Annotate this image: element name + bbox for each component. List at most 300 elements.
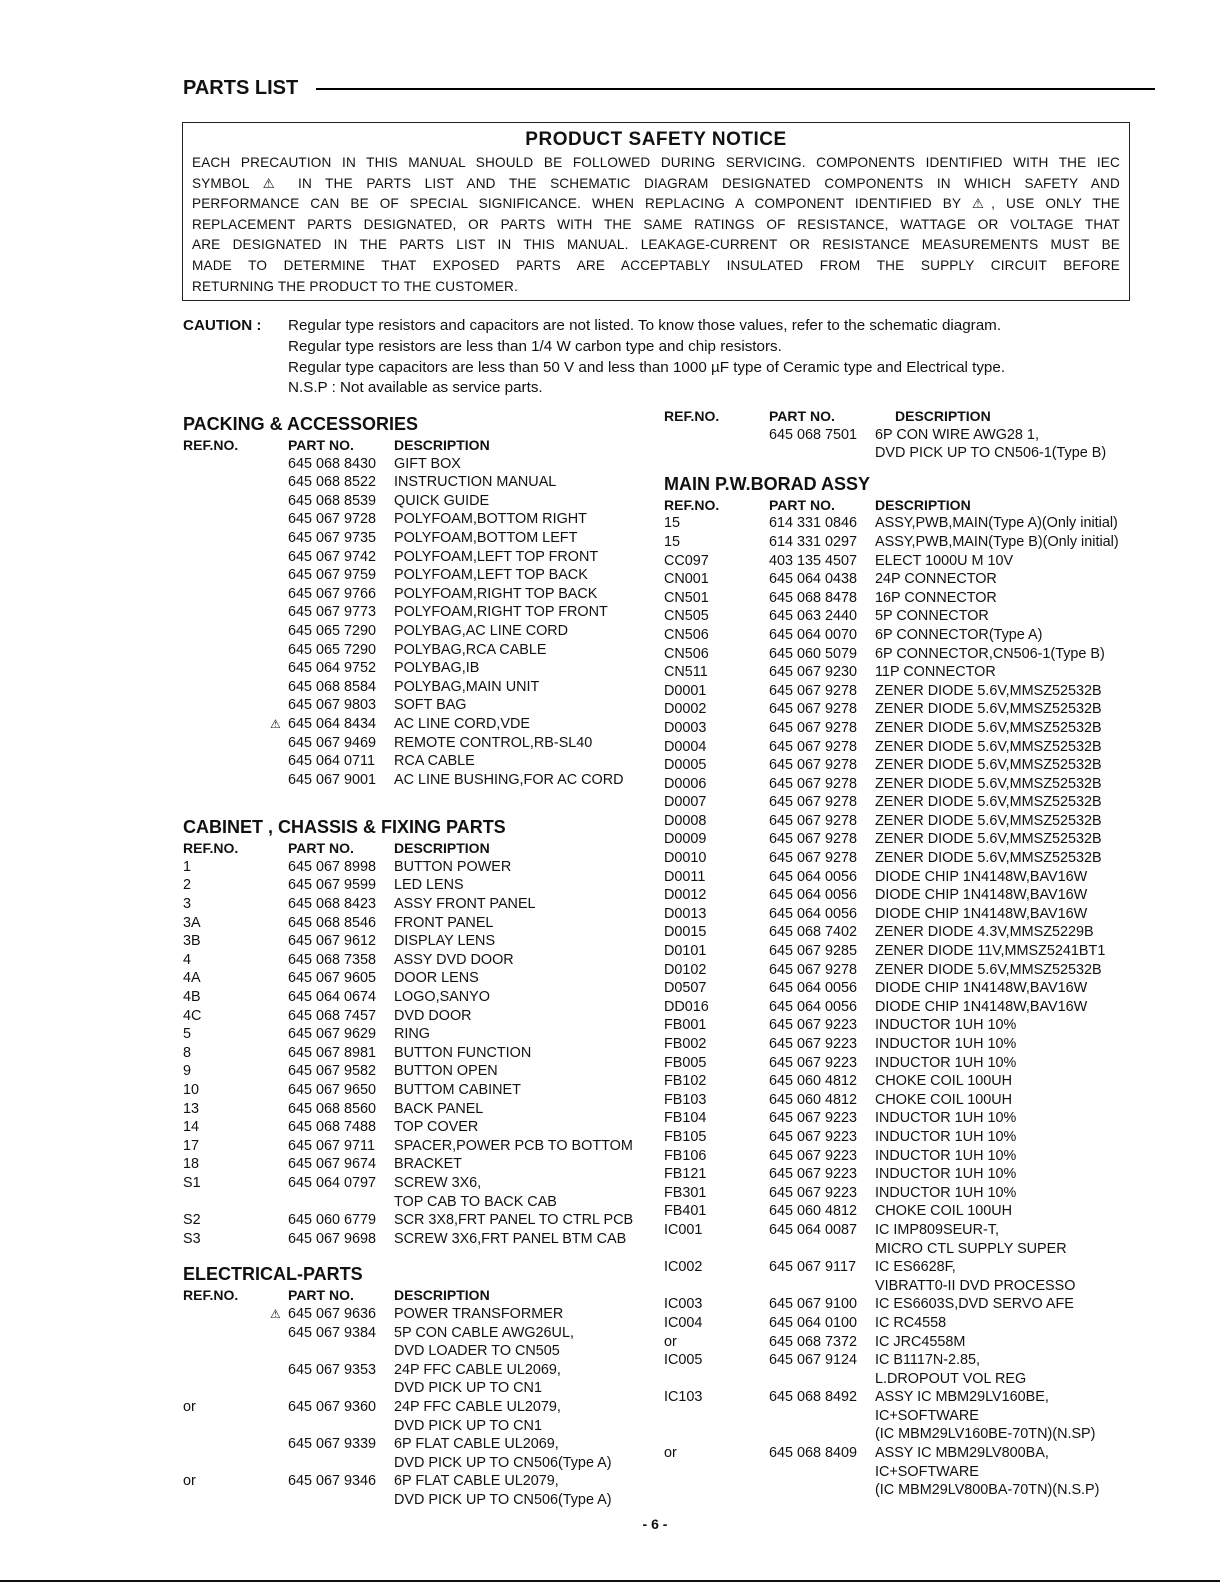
- table-row: [664, 998, 1144, 1017]
- table-row: [664, 793, 1144, 812]
- part-no-text: 645 064 0070: [769, 626, 858, 643]
- part-no: [769, 1351, 875, 1370]
- ref-no: IC002: [664, 1259, 703, 1276]
- part-no: [288, 455, 394, 474]
- table-row: [183, 951, 653, 970]
- ref-no: [183, 1435, 288, 1454]
- ref-no: IC103: [664, 1389, 703, 1406]
- part-no-text: 645 067 9278: [769, 738, 858, 755]
- part-no: [769, 1277, 875, 1296]
- notice-line: REPLACEMENT PARTS DESIGNATED, OR PARTS WITH THE SAME RATINGS OF RESISTANCE, WATTAGE OR VOLTAGE THAT: [192, 216, 1120, 232]
- table-row: [664, 1147, 1144, 1166]
- table-row: [664, 756, 1144, 775]
- part-no-text: 645 067 9698: [288, 1230, 377, 1247]
- part-no-text: 645 068 8492: [769, 1389, 858, 1406]
- part-no-text: 645 067 9100: [769, 1296, 858, 1313]
- part-no-text: 645 067 9223: [769, 1184, 858, 1201]
- description: 6P CONNECTOR,CN506-1(Type B): [875, 645, 1105, 662]
- description: ZENER DIODE 5.6V,MMSZ52532B: [875, 775, 1102, 792]
- part-no: [769, 1388, 875, 1407]
- table-row: [664, 961, 1144, 980]
- description: FRONT PANEL: [394, 914, 494, 931]
- part-no-text: 645 067 9360: [288, 1398, 377, 1415]
- description: POLYFOAM,RIGHT TOP FRONT: [394, 604, 608, 621]
- caution-line: Regular type capacitors are less than 50 V and less than 1000 µF type of Ceramic type and Electrical type.: [288, 358, 1006, 376]
- ref-no: D0013: [664, 905, 707, 922]
- part-no-text: 403 135 4507: [769, 552, 858, 569]
- description: SPACER,POWER PCB TO BOTTOM: [394, 1137, 633, 1154]
- ref-no: IC005: [664, 1352, 703, 1369]
- ref-no: IC003: [664, 1296, 703, 1313]
- description: IC ES6603S,DVD SERVO AFE: [875, 1296, 1074, 1313]
- ref-no: CN506: [664, 645, 709, 662]
- part-no: [288, 492, 394, 511]
- table-row: [183, 1118, 653, 1137]
- part-no-text: 645 060 4812: [769, 1073, 858, 1090]
- part-no-text: 645 067 9278: [769, 701, 858, 718]
- part-no: [288, 1361, 394, 1380]
- description: ZENER DIODE 5.6V,MMSZ52532B: [875, 850, 1102, 867]
- table-row: [664, 1314, 1144, 1333]
- description: 16P CONNECTOR: [875, 589, 997, 606]
- notice-line: RETURNING THE PRODUCT TO THE CUSTOMER.: [192, 278, 518, 294]
- part-no: [769, 1258, 875, 1277]
- part-no: [288, 858, 394, 877]
- ref-no: or: [664, 1445, 677, 1462]
- ref-no: D0101: [664, 943, 707, 960]
- part-no-text: 645 068 8409: [769, 1445, 858, 1462]
- ref-no: [183, 678, 288, 697]
- part-no: [769, 979, 875, 998]
- ref-no: CN505: [664, 608, 709, 625]
- ref-no: [183, 1454, 288, 1473]
- table-row: [664, 682, 1144, 701]
- part-no-text: 645 067 9346: [288, 1473, 377, 1490]
- part-no-text: 645 068 7501: [769, 426, 858, 443]
- col-desc-header: DESCRIPTION: [394, 437, 490, 453]
- part-no-text: 645 064 0087: [769, 1221, 858, 1238]
- table-row: [664, 830, 1144, 849]
- part-no: [288, 1230, 394, 1249]
- part-no-text: 645 067 9278: [769, 850, 858, 867]
- ref-no: D0005: [664, 757, 707, 774]
- ref-no: 14: [183, 1119, 200, 1136]
- part-no: [288, 752, 394, 771]
- part-no: [769, 1295, 875, 1314]
- table-row: [183, 1155, 653, 1174]
- part-no: [769, 1165, 875, 1184]
- part-no-text: 645 064 0056: [769, 868, 858, 885]
- description: POLYBAG,RCA CABLE: [394, 641, 547, 658]
- col-desc-header: DESCRIPTION: [394, 1287, 490, 1304]
- ref-no: D0006: [664, 775, 707, 792]
- description: 24P CONNECTOR: [875, 571, 997, 588]
- ref-no: 8: [183, 1044, 192, 1061]
- part-no: [288, 1044, 394, 1063]
- description: IC IMP809SEUR-T,: [875, 1221, 999, 1238]
- description: DVD LOADER TO CN505: [394, 1343, 560, 1360]
- table-row: [183, 566, 653, 585]
- table-row: [664, 1016, 1144, 1035]
- notice-line: SYMBOL ⚠ IN THE PARTS LIST AND THE SCHEMATIC DIAGRAM DESIGNATED COMPONENTS IN WHICH SAFETY AND: [192, 175, 1120, 191]
- table-row: [183, 1062, 653, 1081]
- table-row: [183, 1100, 653, 1119]
- part-no-text: 645 067 9223: [769, 1147, 858, 1164]
- table-row: [183, 492, 653, 511]
- part-no: [769, 738, 875, 757]
- col-part-header: PART NO.: [769, 496, 835, 513]
- part-no-text: 645 067 9629: [288, 1026, 377, 1043]
- description: AC LINE BUSHING,FOR AC CORD: [394, 771, 624, 788]
- part-no-text: 645 067 8981: [288, 1044, 377, 1061]
- part-no: [288, 1118, 394, 1137]
- description: BUTTON POWER: [394, 858, 512, 875]
- part-no: [288, 1081, 394, 1100]
- table-row: [183, 1211, 653, 1230]
- col-ref-header: REF.NO.: [664, 496, 720, 513]
- col-ref-header: REF.NO.: [664, 408, 720, 424]
- ref-no: [183, 622, 288, 641]
- part-no: [769, 830, 875, 849]
- description: ZENER DIODE 5.6V,MMSZ52532B: [875, 682, 1102, 699]
- table-row: [183, 771, 653, 790]
- description: LED LENS: [394, 877, 464, 894]
- description: DIODE CHIP 1N4148W,BAV16W: [875, 998, 1088, 1015]
- part-no: [769, 1016, 875, 1035]
- part-no: [288, 1398, 394, 1417]
- table-row: [664, 1407, 1144, 1426]
- part-no-text: 645 067 9278: [769, 794, 858, 811]
- part-no-text: 645 067 9278: [769, 682, 858, 699]
- part-no-text: 645 068 8430: [288, 455, 377, 472]
- part-no-text: 645 067 9599: [288, 877, 377, 894]
- description: CHOKE COIL 100UH: [875, 1203, 1013, 1220]
- table-row: [183, 1491, 653, 1510]
- table-row: [664, 905, 1144, 924]
- description: DVD PICK UP TO CN1: [394, 1380, 542, 1397]
- part-no: [288, 988, 394, 1007]
- table-row: [183, 895, 653, 914]
- ref-no: D0008: [664, 812, 707, 829]
- part-no: [769, 775, 875, 794]
- description: DVD PICK UP TO CN1: [394, 1417, 542, 1434]
- table-row: [664, 552, 1144, 571]
- table-row: [664, 700, 1144, 719]
- part-no: [769, 552, 875, 571]
- ref-no: D0001: [664, 682, 707, 699]
- description: BACK PANEL: [394, 1100, 484, 1117]
- table-row: [183, 1025, 653, 1044]
- description: DVD PICK UP TO CN506-1(Type B): [875, 445, 1107, 462]
- table-row: [664, 1481, 1144, 1500]
- ref-no: D0102: [664, 961, 707, 978]
- ref-no: 4B: [183, 989, 201, 1006]
- table-row: [664, 868, 1144, 887]
- table-row: [664, 1202, 1144, 1221]
- part-no: [288, 510, 394, 529]
- ref-no: CN001: [664, 571, 709, 588]
- ref-no: [183, 734, 288, 753]
- part-no: [769, 849, 875, 868]
- caution-label: CAUTION :: [183, 317, 262, 334]
- part-no-text: 645 064 0056: [769, 998, 858, 1015]
- ref-no: D0009: [664, 831, 707, 848]
- description: SCREW 3X6,: [394, 1174, 482, 1191]
- part-no: [769, 1202, 875, 1221]
- part-no: [288, 603, 394, 622]
- part-no-text: 645 064 0674: [288, 989, 377, 1006]
- part-no: [769, 812, 875, 831]
- part-no-text: 645 067 9278: [769, 757, 858, 774]
- part-no-text: 645 067 9674: [288, 1156, 377, 1173]
- part-no-text: 645 068 8539: [288, 492, 377, 509]
- part-no: [769, 1481, 875, 1500]
- part-no-text: 645 067 9773: [288, 604, 377, 621]
- ref-no: [664, 444, 769, 463]
- caution-line: Regular type resistors and capacitors are not listed. To know those values, refer to the schematic diagram.: [288, 317, 1002, 334]
- ref-no: FB401: [664, 1203, 707, 1220]
- part-no: [769, 514, 875, 533]
- description: DVD PICK UP TO CN506(Type A): [394, 1454, 612, 1471]
- ref-no: [183, 585, 288, 604]
- description: DVD PICK UP TO CN506(Type A): [394, 1491, 612, 1508]
- description: INDUCTOR 1UH 10%: [875, 1184, 1017, 1201]
- page-number: - 6 -: [642, 1516, 668, 1532]
- part-no-text: 645 065 7290: [288, 622, 377, 639]
- ref-no: 4: [183, 951, 192, 968]
- part-no: [769, 570, 875, 589]
- part-no-text: 645 067 9582: [288, 1063, 377, 1080]
- col-part-header: PART NO.: [288, 1287, 354, 1304]
- ref-no: D0012: [664, 887, 707, 904]
- part-no-text: 645 068 8423: [288, 896, 377, 913]
- notice-line: PERFORMANCE CAN BE OF SPECIAL SIGNIFICANCE. WHEN REPLACING A COMPONENT IDENTIFIED BY ⚠, USE ONLY THE: [192, 196, 1120, 212]
- description: QUICK GUIDE: [394, 492, 490, 509]
- part-no-text: 645 067 9223: [769, 1036, 858, 1052]
- column-headers: [664, 496, 1144, 515]
- table-row: [664, 1333, 1144, 1352]
- table-row: [183, 622, 653, 641]
- notice-line: ARE DESIGNATED IN THE PARTS LIST IN THIS MANUAL. LEAKAGE-CURRENT OR RESISTANCE MEASUREMENTS MUST BE: [192, 237, 1120, 253]
- packing-rows: [183, 455, 653, 790]
- table-row: [183, 734, 653, 753]
- part-no: [769, 1444, 875, 1463]
- part-no: [769, 1091, 875, 1110]
- part-no-text: 645 067 9728: [288, 511, 377, 528]
- table-row: [664, 570, 1144, 589]
- ref-no: 5: [183, 1026, 192, 1043]
- table-row: [183, 715, 653, 734]
- part-no: [769, 1463, 875, 1482]
- part-no-text: 645 067 9636: [288, 1305, 377, 1322]
- table-row: [664, 626, 1144, 645]
- part-no: [288, 1417, 394, 1436]
- part-no: [288, 678, 394, 697]
- description: POLYFOAM,BOTTOM LEFT: [394, 529, 578, 546]
- part-no: [288, 1007, 394, 1026]
- ref-no: [183, 492, 288, 511]
- ref-no: FB104: [664, 1110, 707, 1127]
- part-no-text: 645 067 9278: [769, 719, 858, 736]
- table-row: [183, 1342, 653, 1361]
- ref-no: FB301: [664, 1184, 707, 1201]
- table-row: [664, 775, 1144, 794]
- ref-no: 10: [183, 1082, 200, 1098]
- part-no: [288, 1193, 394, 1212]
- table-row: [183, 1044, 653, 1063]
- part-no-text: 645 064 9752: [288, 660, 377, 677]
- table-row: [664, 1370, 1144, 1389]
- part-no: [288, 1211, 394, 1230]
- ref-no: [183, 473, 288, 492]
- column-headers: [183, 436, 653, 455]
- ref-no: CN506: [664, 626, 709, 643]
- table-row: [664, 923, 1144, 942]
- ref-no: FB105: [664, 1128, 707, 1145]
- part-no-text: 645 067 9742: [288, 548, 377, 565]
- ref-no: 1: [183, 858, 192, 875]
- ref-no: [183, 1379, 288, 1398]
- part-no: [769, 905, 875, 924]
- part-no-text: 645 067 9124: [769, 1352, 858, 1369]
- part-no: [769, 626, 875, 645]
- part-no: [769, 1035, 875, 1054]
- table-row: [183, 1324, 653, 1343]
- table-row: [183, 1007, 653, 1026]
- ref-no: DD016: [664, 998, 709, 1015]
- ref-no: D0010: [664, 850, 707, 867]
- table-row: [664, 1035, 1144, 1054]
- ref-no: S2: [183, 1212, 201, 1229]
- description: 5P CONNECTOR: [875, 608, 989, 625]
- col-desc-header: DESCRIPTION: [875, 496, 971, 513]
- description: IC ES6628F,: [875, 1259, 956, 1276]
- part-no-text: 645 068 8584: [288, 678, 377, 695]
- ref-no: [183, 1491, 288, 1510]
- description: BUTTON FUNCTION: [394, 1044, 532, 1061]
- product-safety-notice: [182, 122, 1130, 301]
- part-no-text: 645 067 9278: [769, 812, 858, 829]
- ref-no: [183, 1193, 288, 1212]
- part-no: [288, 895, 394, 914]
- description: 6P CON WIRE AWG28 1,: [875, 426, 1039, 443]
- part-no-text: 645 067 9223: [769, 1128, 858, 1145]
- table-row: [183, 1137, 653, 1156]
- ref-no: D0003: [664, 719, 707, 736]
- ref-no: FB102: [664, 1073, 707, 1090]
- ref-no: FB103: [664, 1091, 707, 1108]
- description: ZENER DIODE 5.6V,MMSZ52532B: [875, 812, 1102, 829]
- part-no-text: 645 068 8546: [288, 914, 377, 931]
- ref-no: D0015: [664, 924, 707, 941]
- description: SCREW 3X6,FRT PANEL BTM CAB: [394, 1230, 627, 1247]
- table-row: [183, 932, 653, 951]
- part-no-text: 645 067 9278: [769, 961, 858, 978]
- part-no: [288, 951, 394, 970]
- description: POLYBAG,AC LINE CORD: [394, 622, 569, 639]
- description: ELECT 1000U M 10V: [875, 552, 1014, 569]
- ref-no: D0002: [664, 701, 707, 718]
- part-no-text: 645 068 8560: [288, 1100, 377, 1117]
- description: 24P FFC CABLE UL2069,: [394, 1361, 561, 1378]
- section-title-packing: PACKING & ACCESSORIES: [183, 414, 419, 434]
- column-headers: [183, 839, 653, 858]
- part-no: [769, 533, 875, 552]
- table-row: [664, 663, 1144, 682]
- description: INSTRUCTION MANUAL: [394, 474, 557, 491]
- electrical-cont-rows: [664, 426, 1144, 463]
- col-ref-header: REF.NO.: [183, 1287, 239, 1304]
- part-no: [288, 1100, 394, 1119]
- description: POLYBAG,IB: [394, 660, 480, 677]
- table-row: [664, 1221, 1144, 1240]
- ref-no: D0004: [664, 738, 707, 755]
- part-no: [288, 1454, 394, 1473]
- part-no-text: 645 067 9223: [769, 1110, 858, 1127]
- ref-no: CN501: [664, 589, 709, 606]
- part-no: [769, 426, 875, 445]
- part-no-text: 645 067 9803: [288, 697, 377, 714]
- table-row: [664, 1091, 1144, 1110]
- part-no-text: 645 067 9223: [769, 1054, 858, 1071]
- part-no-text: 645 067 9223: [769, 1166, 858, 1183]
- description: LOGO,SANYO: [394, 989, 490, 1006]
- part-no-text: 645 060 5079: [769, 645, 858, 662]
- part-no-text: 645 064 0056: [769, 887, 858, 904]
- ref-no: 4A: [183, 970, 201, 987]
- description: GIFT BOX: [394, 455, 461, 472]
- part-no: [288, 641, 394, 660]
- ref-no: [664, 426, 769, 445]
- ref-no: [183, 1342, 288, 1361]
- part-no-text: 645 067 9605: [288, 970, 377, 987]
- table-row: [183, 1454, 653, 1473]
- ref-no: [183, 455, 288, 474]
- description: MICRO CTL SUPPLY SUPER: [875, 1240, 1067, 1257]
- part-no-text: 645 067 9766: [288, 585, 377, 602]
- part-no-text: 645 067 9117: [769, 1259, 856, 1276]
- table-row: [664, 1295, 1144, 1314]
- electrical-rows: [183, 1305, 653, 1510]
- description: INDUCTOR 1UH 10%: [875, 1054, 1017, 1071]
- part-no: [769, 645, 875, 664]
- part-no: [769, 886, 875, 905]
- description: ZENER DIODE 5.6V,MMSZ52532B: [875, 961, 1102, 978]
- table-row: [664, 514, 1144, 533]
- table-row: [183, 455, 653, 474]
- table-row: [183, 641, 653, 660]
- description: DIODE CHIP 1N4148W,BAV16W: [875, 887, 1088, 904]
- description: 6P FLAT CABLE UL2069,: [394, 1436, 559, 1453]
- description: CHOKE COIL 100UH: [875, 1073, 1013, 1090]
- part-no: [769, 1370, 875, 1389]
- description: BUTTON OPEN: [394, 1063, 498, 1080]
- part-no: [288, 696, 394, 715]
- part-no: [769, 1147, 875, 1166]
- part-no-text: 645 064 8434: [288, 715, 377, 732]
- description: ASSY IC MBM29LV800BA,: [875, 1445, 1049, 1462]
- section-title-cabinet: CABINET , CHASSIS & FIXING PARTS: [183, 817, 506, 838]
- ref-no: [183, 566, 288, 585]
- table-row: [183, 529, 653, 548]
- part-no: [769, 700, 875, 719]
- description: L.DROPOUT VOL REG: [875, 1370, 1027, 1387]
- ref-no: 3A: [183, 914, 201, 931]
- table-row: [183, 1081, 653, 1100]
- ref-no: D0011: [664, 868, 706, 885]
- part-no: [288, 1174, 394, 1193]
- ref-no: FB121: [664, 1166, 707, 1183]
